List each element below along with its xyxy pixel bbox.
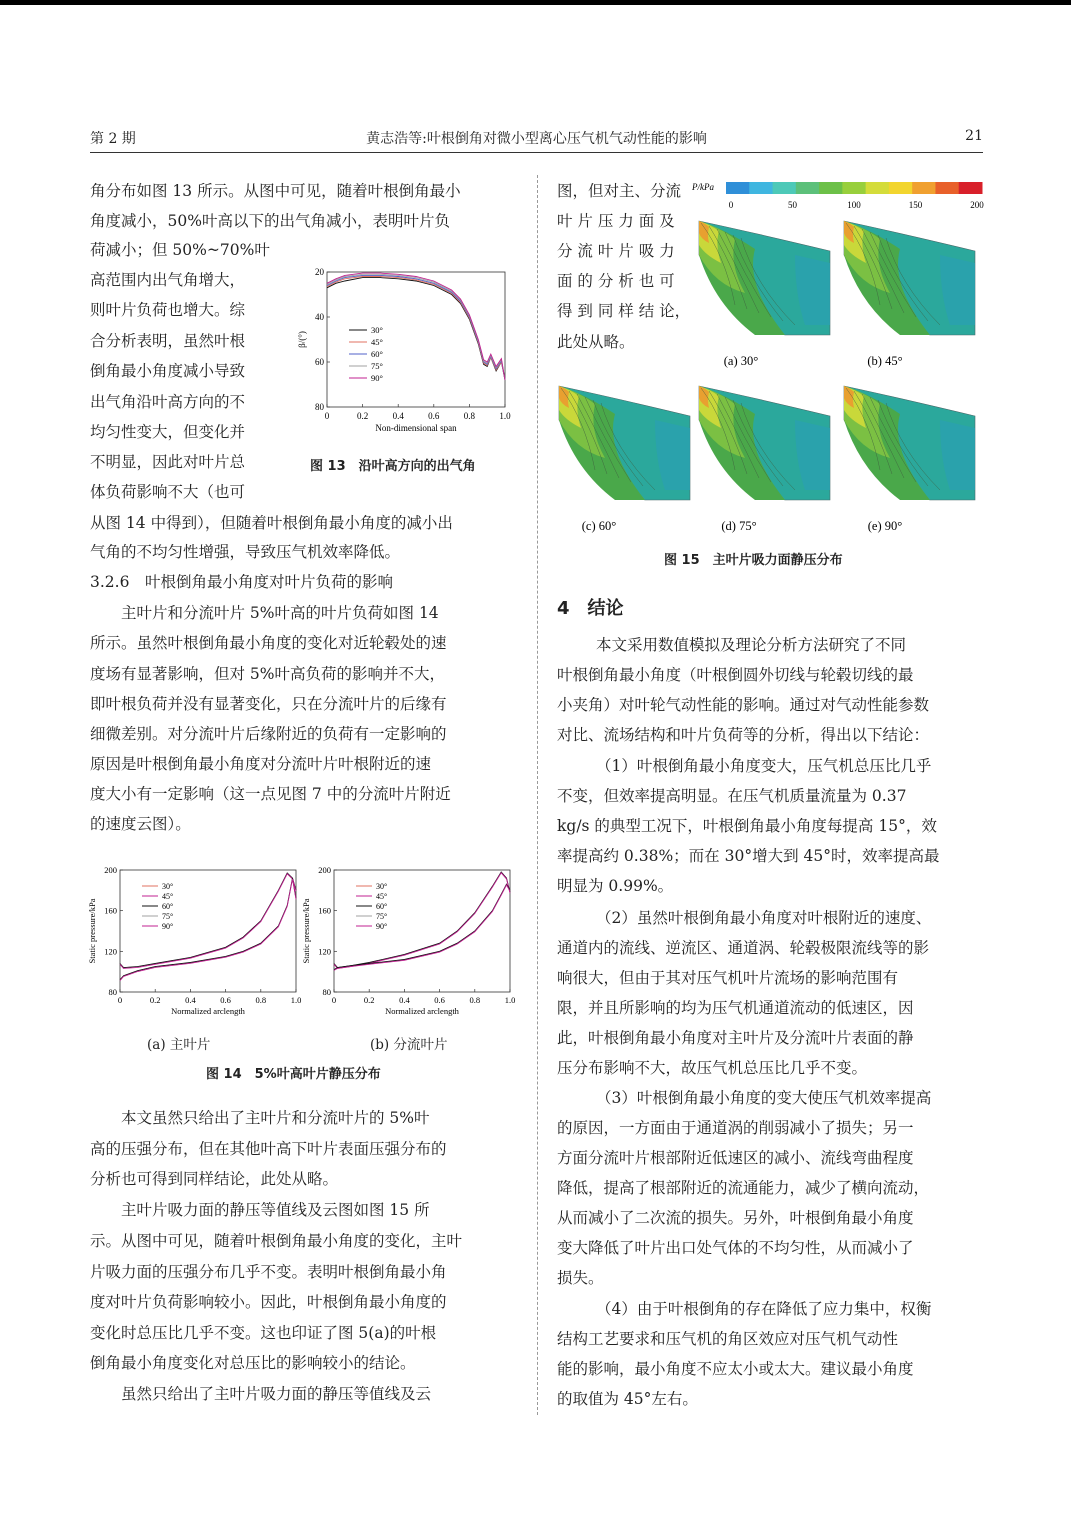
legend-label: 90° <box>376 922 388 931</box>
plot-frame <box>334 870 510 992</box>
series-line <box>334 884 510 969</box>
paragraph-line: （1）叶根倒角最小角度变大，压气机总压比几乎 <box>596 757 932 775</box>
paragraph-line: 响很大，但由于其对压气机叶片流场的影响范围有 <box>557 969 899 987</box>
x-tick-label: 0 <box>324 411 330 421</box>
figure-14a-label: (a) 主叶片 <box>147 1037 211 1053</box>
colorbar-segment <box>866 182 890 194</box>
legend-label: 75° <box>162 912 174 921</box>
contour-subfigure-label: (a) 30° <box>723 354 759 368</box>
contour-panel <box>559 386 690 500</box>
legend-label: 30° <box>376 882 388 891</box>
legend-label: 90° <box>162 922 174 931</box>
paragraph-line: 虽然只给出了主叶片吸力面的静压等值线及云 <box>121 1385 432 1403</box>
paragraph-line: 率提高约 0.38%；而在 30°增大到 45°时，效率提高最 <box>557 847 940 865</box>
figure-14a-chart <box>86 858 304 1030</box>
paragraph-line: 度对叶片负荷影响较小。因此，叶根倒角最小角度的 <box>90 1293 447 1311</box>
legend-label: 90° <box>371 373 383 383</box>
paragraph-line: 图，但对主、分流 <box>557 182 682 200</box>
y-tick-label: 60 <box>315 357 324 367</box>
paragraph-line: 气角的不均匀性增强，导致压气机效率降低。 <box>90 543 401 561</box>
figure-15-contours <box>555 215 985 545</box>
paragraph-line: 能的影响，最小角度不应太小或太大。建议最小角度 <box>557 1360 914 1378</box>
paragraph-line: 度场有显著影响，但对 5%叶高负荷的影响并不大， <box>90 665 446 683</box>
paragraph-line: 损失。 <box>557 1269 604 1287</box>
series-line <box>327 275 505 380</box>
contour-subfigure-label: (c) 60° <box>581 519 617 533</box>
y-tick-label: 40 <box>315 312 324 322</box>
y-tick-label: 80 <box>108 987 117 997</box>
paragraph-line: 压分布影响不大，故压气机总压比几乎不变。 <box>557 1059 868 1077</box>
paragraph-line: 明显为 0.99%。 <box>557 877 674 895</box>
y-tick-label: 120 <box>318 946 331 957</box>
paragraph-line: 度大小有一定影响（这一点见图 7 中的分流叶片附近 <box>90 785 451 803</box>
series-line <box>120 878 296 980</box>
colorbar-segment <box>749 182 773 194</box>
figure-15-colorbar <box>690 178 990 214</box>
x-tick-label: 0.6 <box>428 411 440 421</box>
figure-14b-label: (b) 分流叶片 <box>370 1037 448 1053</box>
colorbar-segment <box>842 182 866 194</box>
x-tick-label: 0.4 <box>399 995 410 1005</box>
x-tick-label: 0.4 <box>185 995 196 1005</box>
paragraph-line: 不明显，因此对叶片总 <box>90 453 246 471</box>
x-tick-label: 0.2 <box>149 995 161 1005</box>
x-axis-label: Normalized arclength <box>171 1006 245 1016</box>
paragraph-line: 从图 14 中得到），但随着叶根倒角最小角度的减小出 <box>90 514 453 532</box>
colorbar-tick-label: 50 <box>788 200 797 210</box>
colorbar-tick-label: 200 <box>970 200 984 210</box>
colorbar-tick-label: 150 <box>908 200 923 210</box>
legend-label: 75° <box>371 361 383 371</box>
colorbar-segment <box>959 182 983 194</box>
figure-14b-chart <box>300 858 522 1030</box>
paragraph-line: 倒角最小角度减小导致 <box>90 362 246 380</box>
figure-13-caption: 图 13 沿叶高方向的出气角 <box>310 459 476 474</box>
plot-frame <box>120 870 296 992</box>
y-axis-label: Static pressure/kPa <box>301 898 311 964</box>
paragraph-line: 不变，但效率提高明显。在压气机质量流量为 0.37 <box>557 787 907 805</box>
colorbar-segment <box>889 182 913 194</box>
paragraph-line: 此处从略。 <box>557 333 635 351</box>
figure-15-caption: 图 15 主叶片吸力面静压分布 <box>664 553 843 568</box>
paragraph-line: 得 到 同 样 结 论， <box>557 302 691 320</box>
paragraph-line: 体负荷影响不大（也可 <box>90 483 246 501</box>
paragraph-line: 主叶片和分流叶片 5%叶高的叶片负荷如图 14 <box>121 604 439 622</box>
colorbar-segment <box>912 182 936 194</box>
y-tick-label: 80 <box>315 402 324 412</box>
paragraph-line: 荷减小；但 50%~70%叶 <box>90 241 270 259</box>
x-axis-label: Non-dimensional span <box>375 423 457 433</box>
series-line <box>327 274 505 380</box>
series-line <box>334 885 510 970</box>
figure-14-caption: 图 14 5%叶高叶片静压分布 <box>206 1067 381 1082</box>
colorbar-segment <box>773 182 797 194</box>
contour-subfigure-label: (d) 75° <box>721 519 757 533</box>
paragraph-line: 面 的 分 析 也 可 <box>557 272 675 290</box>
series-line <box>327 277 505 381</box>
legend-label: 60° <box>371 349 383 359</box>
series-line <box>327 278 505 380</box>
paragraph-line: 本文采用数值模拟及理论分析方法研究了不同 <box>596 636 907 654</box>
y-axis-label: Static pressure/kPa <box>87 898 97 964</box>
paragraph-line: 对比、流场结构和叶片负荷等的分析，得出以下结论： <box>557 726 930 744</box>
colorbar-segment <box>726 182 750 194</box>
y-tick-label: 160 <box>104 905 117 916</box>
paragraph-line: 分 流 叶 片 吸 力 <box>557 242 675 260</box>
paragraph-line: 变大降低了叶片出口处气体的不均匀性，从而减小了 <box>557 1239 914 1257</box>
contour-subfigure-label: (b) 45° <box>867 354 903 368</box>
paragraph-line: 叶 片 压 力 面 及 <box>557 212 675 230</box>
paragraph-line: 片吸力面的压强分布几乎不变。表明叶根倒角最小角 <box>90 1263 447 1281</box>
paragraph-line: kg/s 的典型工况下，叶根倒角最小角度每提高 15°，效 <box>557 817 937 835</box>
x-tick-label: 0.6 <box>220 995 231 1005</box>
contour-panel <box>844 221 975 335</box>
legend-label: 30° <box>371 325 383 335</box>
paragraph-line: 此，叶根倒角最小角度对主叶片及分流叶片表面的静 <box>557 1029 914 1047</box>
legend-label: 60° <box>376 902 388 911</box>
paragraph-line: 角分布如图 13 所示。从图中可见，随着叶根倒角最小 <box>90 182 461 200</box>
paragraph-line: 通道内的流线、逆流区、通道涡、轮毂极限流线等的影 <box>557 939 930 957</box>
paragraph-line: 细微差别。对分流叶片后缘附近的负荷有一定影响的 <box>90 725 447 743</box>
y-tick-label: 200 <box>104 865 117 875</box>
legend-label: 45° <box>371 337 383 347</box>
paragraph-line: 变化时总压比几乎不变。这也印证了图 5(a)的叶根 <box>90 1324 437 1342</box>
paragraph-line: 降低，提高了根部附近的流通能力，减少了横向流动， <box>557 1179 930 1197</box>
running-title: 黄志浩等:叶根倒角对微小型离心压气机气动性能的影响 <box>366 131 707 147</box>
figure-13-chart <box>285 262 525 452</box>
x-tick-label: 0.8 <box>469 995 481 1005</box>
x-tick-label: 0 <box>117 995 123 1005</box>
x-tick-label: 1.0 <box>290 995 302 1005</box>
paragraph-line: 所示。虽然叶根倒角最小角度的变化对近轮毂处的速 <box>90 634 447 652</box>
paragraph-line: 角度减小，50%叶高以下的出气角减小，表明叶片负 <box>90 212 450 230</box>
paragraph-line: （2）虽然叶根倒角最小角度对叶根附近的速度、 <box>596 909 932 927</box>
paragraph-line: 高范围内出气角增大， <box>90 271 246 289</box>
series-line <box>327 273 505 380</box>
contour-panel <box>844 386 975 500</box>
x-tick-label: 1.0 <box>499 411 511 421</box>
paragraph-line: 本文虽然只给出了主叶片和分流叶片的 5%叶 <box>121 1109 430 1127</box>
paragraph-line: 的取值为 45°左右。 <box>557 1390 698 1408</box>
paragraph-line: 主叶片吸力面的静压等值线及云图如图 15 所 <box>121 1201 430 1219</box>
paragraph-line: 结构工艺要求和压气机的角区效应对压气机气动性 <box>557 1330 899 1348</box>
paragraph-line: 则叶片负荷也增大。综 <box>90 301 246 319</box>
paragraph-line: 方面分流叶片根部附近低速区的减小、流线弯曲程度 <box>557 1149 914 1167</box>
legend-label: 30° <box>162 882 174 891</box>
paragraph-line: 即叶根负荷并没有显著变化，只在分流叶片的后缘有 <box>90 695 447 713</box>
x-tick-label: 1.0 <box>504 995 516 1005</box>
y-axis-label: β/(°) <box>297 331 307 348</box>
x-tick-label: 0.4 <box>392 411 404 421</box>
paragraph-line: 倒角最小角度变化对总压比的影响较小的结论。 <box>90 1354 416 1372</box>
contour-panel <box>699 221 830 335</box>
colorbar-label: P/kPa <box>692 182 714 192</box>
legend-label: 75° <box>376 912 388 921</box>
y-tick-label: 200 <box>318 865 331 875</box>
paragraph-line: 小夹角）对叶轮气动性能的影响。通过对气动性能参数 <box>557 696 930 714</box>
colorbar-tick-label: 100 <box>847 200 861 210</box>
x-axis-label: Normalized arclength <box>385 1006 459 1016</box>
x-tick-label: 0 <box>331 995 337 1005</box>
series-line <box>120 874 296 969</box>
contour-subfigure-label: (e) 90° <box>867 519 903 533</box>
paragraph-line: 叶根倒角最小角度（叶根倒圆外切线与轮毂切线的最 <box>557 666 914 684</box>
paragraph-line: 原因是叶根倒角最小角度对分流叶片叶根附近的速 <box>90 755 432 773</box>
colorbar-tick-label: 0 <box>728 200 734 210</box>
x-tick-label: 0.2 <box>356 411 369 421</box>
x-tick-label: 0.8 <box>255 995 267 1005</box>
paragraph-line: 从而减小了二次流的损失。另外，叶根倒角最小角度 <box>557 1209 914 1227</box>
x-tick-label: 0.8 <box>463 411 476 421</box>
page-number: 21 <box>965 128 983 144</box>
paragraph-line: 的原因，一方面由于通道涡的削弱减小了损失；另一 <box>557 1119 914 1137</box>
issue-number: 第 2 期 <box>90 131 136 147</box>
paragraph-line: 高的压强分布，但在其他叶高下叶片表面压强分布的 <box>90 1140 447 1158</box>
colorbar-segment <box>819 182 843 194</box>
y-tick-label: 80 <box>322 987 331 997</box>
colorbar-segment <box>796 182 820 194</box>
paragraph-line: 分析也可得到同样结论，此处从略。 <box>90 1170 339 1188</box>
legend-label: 45° <box>162 892 174 901</box>
paragraph-line: 出气角沿叶高方向的不 <box>90 393 246 411</box>
paragraph-line: （3）叶根倒角最小角度的变大使压气机效率提高 <box>596 1089 932 1107</box>
paragraph-line: 限，并且所影响的均为压气机通道流动的低速区，因 <box>557 999 914 1017</box>
y-tick-label: 120 <box>104 946 117 957</box>
colorbar-segment <box>935 182 959 194</box>
paragraph-line: 示。从图中可见，随着叶根倒角最小角度的变化，主叶 <box>90 1232 463 1250</box>
paragraph-line: （4）由于叶根倒角的存在降低了应力集中，权衡 <box>596 1300 932 1318</box>
y-tick-label: 160 <box>318 905 331 916</box>
contour-panel <box>699 386 830 500</box>
y-tick-label: 20 <box>315 267 324 277</box>
legend-label: 60° <box>162 902 174 911</box>
paragraph-line: 的速度云图）。 <box>90 815 191 833</box>
paragraph-line: 均匀性变大，但变化并 <box>90 423 246 441</box>
section-heading-3-2-6: 3.2.6 叶根倒角最小角度对叶片负荷的影响 <box>90 573 393 591</box>
x-tick-label: 0.6 <box>434 995 445 1005</box>
x-tick-label: 0.2 <box>363 995 375 1005</box>
section-heading-4: 4 结论 <box>557 598 624 619</box>
paragraph-line: 合分析表明，虽然叶根 <box>90 332 246 350</box>
legend-label: 45° <box>376 892 388 901</box>
